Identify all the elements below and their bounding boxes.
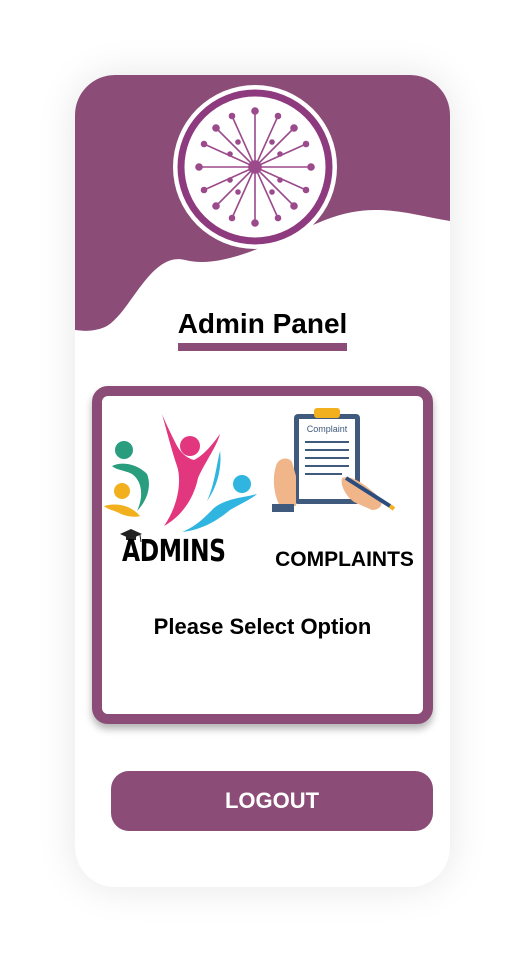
admins-option[interactable]: [102, 406, 262, 581]
admins-label: ADMINS: [122, 534, 226, 569]
title-container: [75, 307, 450, 351]
page-title: Admin Panel: [178, 307, 348, 351]
logout-button[interactable]: LOGOUT: [111, 771, 433, 831]
complaints-option[interactable]: [262, 406, 427, 581]
clipboard-title: Complaint: [306, 424, 348, 434]
network-hub-logo-icon: [172, 84, 338, 250]
app-screen: [75, 75, 450, 887]
complaints-label: COMPLAINTS: [275, 548, 414, 571]
options-card: [92, 386, 433, 724]
select-option-prompt: Please Select Option: [153, 614, 372, 639]
